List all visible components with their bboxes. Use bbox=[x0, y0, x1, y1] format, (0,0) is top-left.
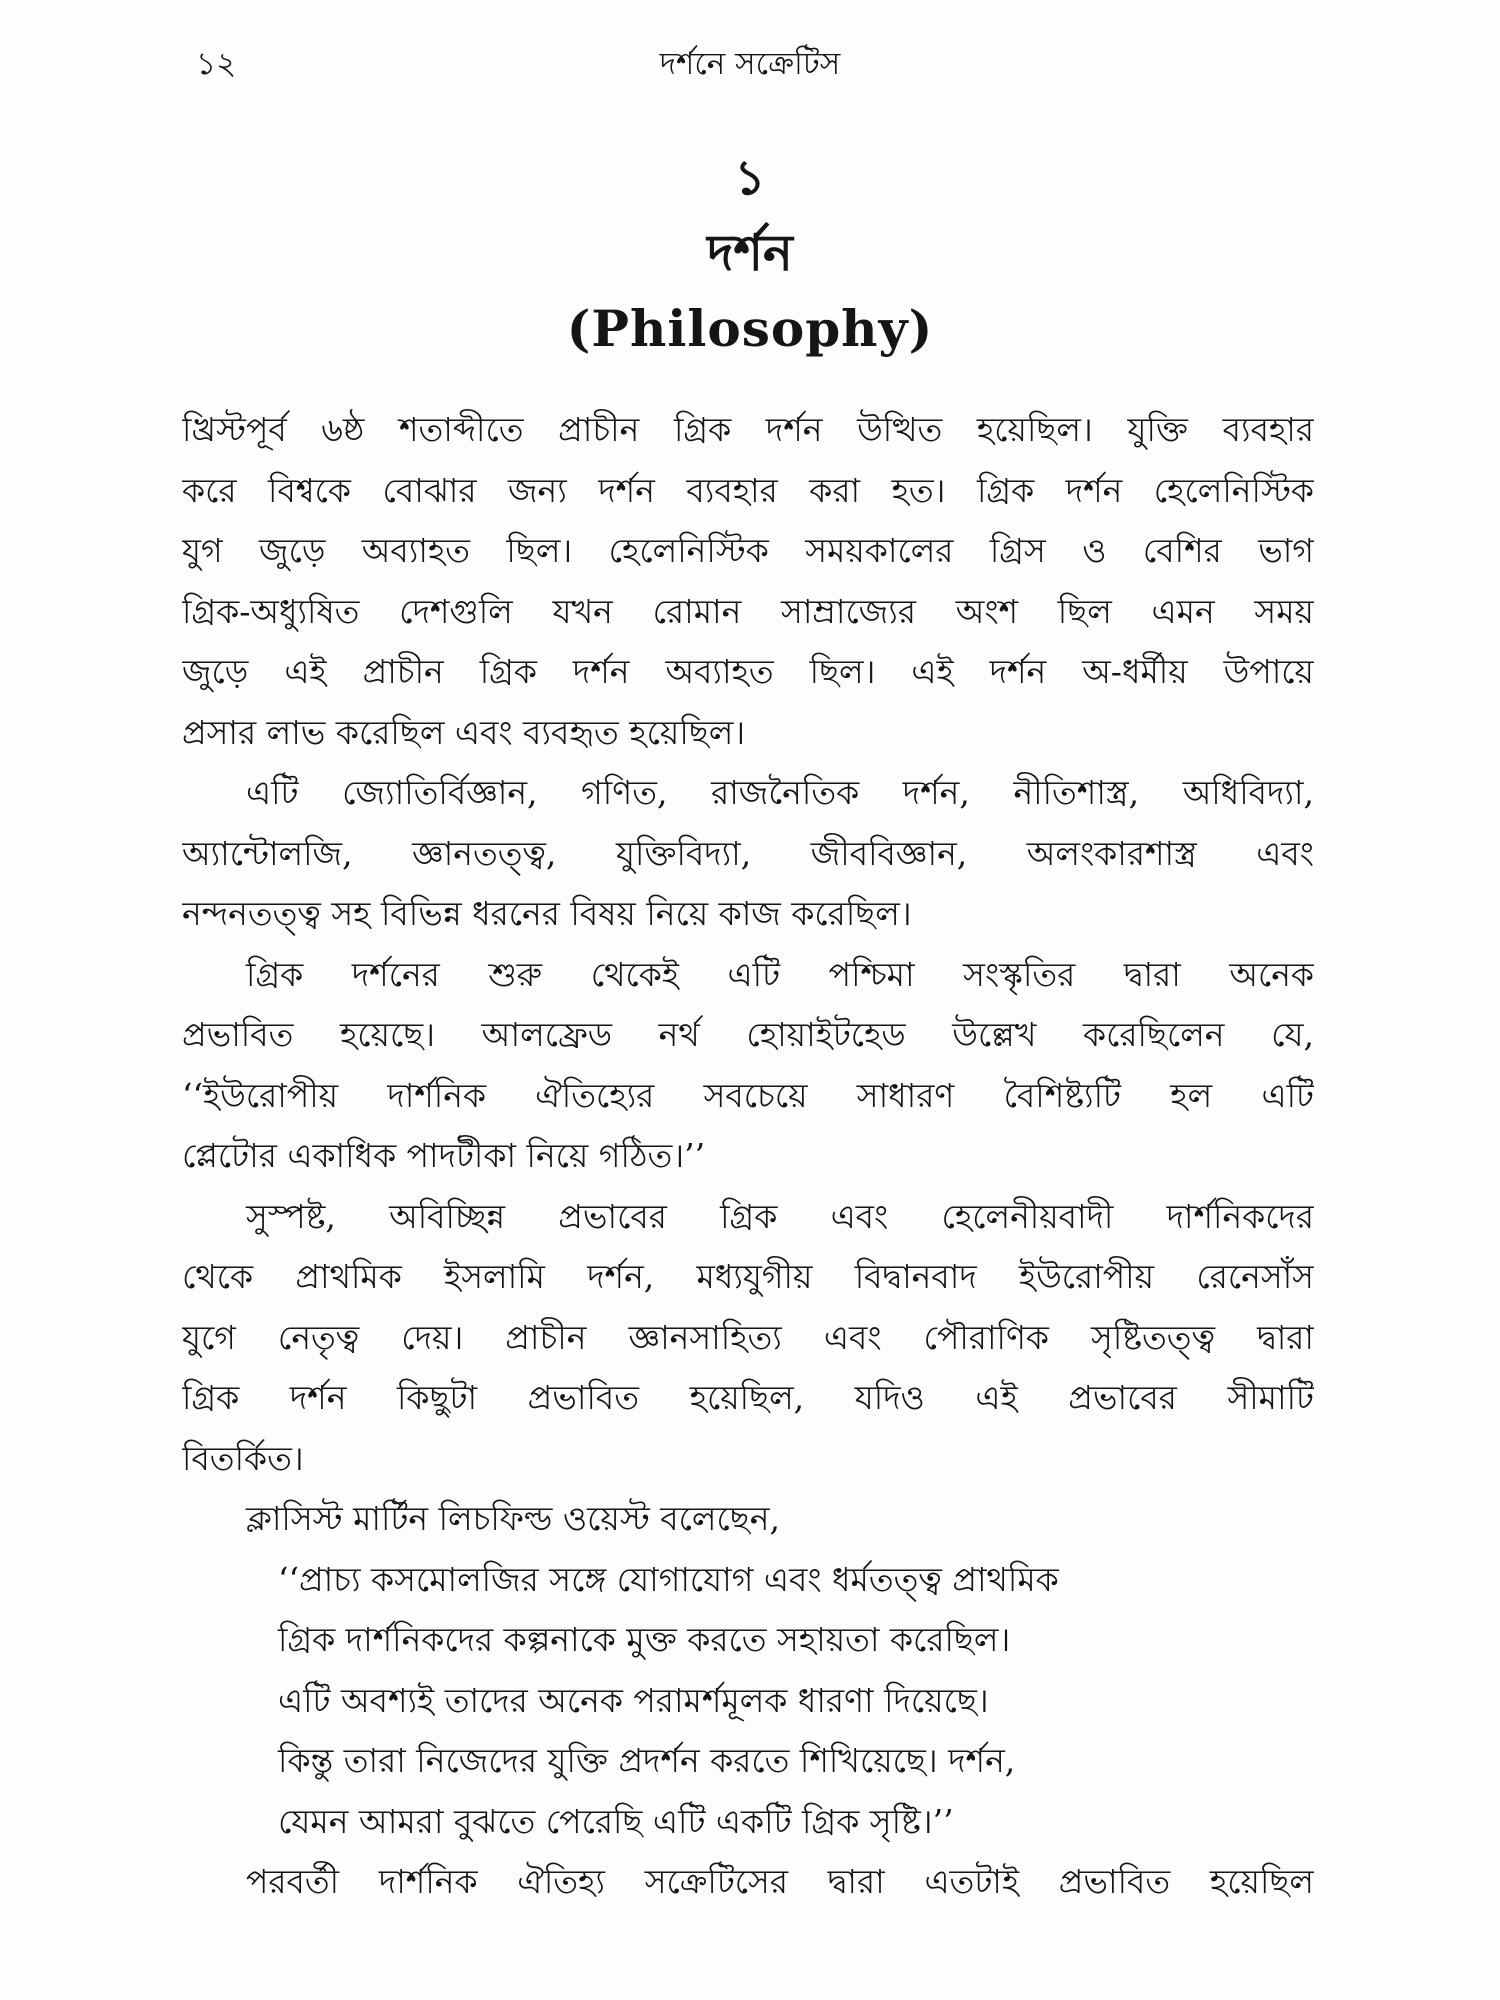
text-line: অ্যান্টোলজি, জ্ঞানতত্ত্ব, যুক্তিবিদ্যা, জীববিজ্ঞান, অলংকারশাস্ত্র এবং bbox=[182, 833, 1314, 873]
text-line: গ্রিক-অধ্যুষিত দেশগুলি যখন রোমান সাম্রাজ্যের অংশ ছিল এমন সময় bbox=[182, 591, 1314, 631]
chapter-number: ১ bbox=[734, 150, 766, 206]
quote-line: কিন্তু তারা নিজেদের যুক্তি প্রদর্শন করতে শিখিয়েছে। দর্শন, bbox=[278, 1741, 1016, 1780]
block-quote bbox=[182, 1550, 1314, 1853]
chapter-title: দর্শন bbox=[707, 223, 793, 282]
text-line: বিতর্কিত। bbox=[182, 1438, 304, 1478]
paragraph-2 bbox=[182, 763, 1314, 945]
chapter-subtitle: (Philosophy) bbox=[566, 299, 934, 358]
paragraph-5 bbox=[182, 1489, 1314, 1550]
text-line: প্রসার লাভ করেছিল এবং ব্যবহৃত হয়েছিল। bbox=[182, 712, 746, 752]
text-line: প্রভাবিত হয়েছে। আলফ্রেড নর্থ হোয়াইটহেড উল্লেখ করেছিলেন যে, bbox=[182, 1015, 1314, 1054]
text-line: নন্দনতত্ত্ব সহ বিভিন্ন ধরনের বিষয় নিয়ে কাজ করেছিল। bbox=[182, 894, 912, 933]
text-line: জুড়ে এই প্রাচীন গ্রিক দর্শন অব্যাহত ছিল। এই দর্শন অ-ধর্মীয় উপায়ে bbox=[182, 652, 1314, 691]
text-line: খ্রিস্টপূর্ব ৬ষ্ঠ শতাব্দীতে প্রাচীন গ্রিক দর্শন উত্থিত হয়েছিল। যুক্তি ব্যবহার bbox=[182, 410, 1314, 449]
text-line: করে বিশ্বকে বোঝার জন্য দর্শন ব্যবহার করা হত। গ্রিক দর্শন হেলেনিস্টিক bbox=[182, 470, 1314, 510]
quote-line: যেমন আমরা বুঝতে পেরেছি এটি একটি গ্রিক সৃষ্টি।’’ bbox=[278, 1801, 954, 1841]
paragraph-1 bbox=[182, 400, 1314, 763]
paragraph-3 bbox=[182, 945, 1314, 1187]
text-line: এটি জ্যোতির্বিজ্ঞান, গণিত, রাজনৈতিক দর্শন, নীতিশাস্ত্র, অধিবিদ্যা, bbox=[246, 773, 1314, 812]
text-line: গ্রিক দর্শনের শুরু থেকেই এটি পশ্চিমা সংস্কৃতির দ্বারা অনেক bbox=[246, 954, 1314, 994]
text-line: পরবর্তী দার্শনিক ঐতিহ্য সক্রেটিসের দ্বারা এতটাই প্রভাবিত হয়েছিল bbox=[246, 1862, 1314, 1901]
paragraph-4 bbox=[182, 1187, 1314, 1490]
quote-line: গ্রিক দার্শনিকদের কল্পনাকে মুক্ত করতে সহায়তা করেছিল। bbox=[278, 1620, 1011, 1659]
text-line: যুগে নেতৃত্ব দেয়। প্রাচীন জ্ঞানসাহিত্য এবং পৌরাণিক সৃষ্টিতত্ত্ব দ্বারা bbox=[182, 1317, 1314, 1357]
text-line: ‘‘ইউরোপীয় দার্শনিক ঐতিহ্যের সবচেয়ে সাধারণ বৈশিষ্ট্যটি হল এটি bbox=[182, 1075, 1314, 1115]
text-line: গ্রিক দর্শন কিছুটা প্রভাবিত হয়েছিল, যদিও এই প্রভাবের সীমাটি bbox=[182, 1378, 1314, 1417]
quote-line: ‘‘প্রাচ্য কসমোলজির সঙ্গে যোগাযোগ এবং ধর্মতত্ত্ব প্রাথমিক bbox=[278, 1559, 1059, 1599]
text-line: ক্লাসিস্ট মার্টিন লিচফিল্ড ওয়েস্ট বলেছেন, bbox=[246, 1499, 780, 1538]
text-line: যুগ জুড়ে অব্যাহত ছিল। হেলেনিস্টিক সময়কালের গ্রিস ও বেশির ভাগ bbox=[182, 531, 1314, 570]
quote-line: এটি অবশ্যই তাদের অনেক পরামর্শমূলক ধারণা দিয়েছে। bbox=[278, 1680, 989, 1720]
text-line: প্লেটোর একাধিক পাদটীকা নিয়ে গঠিত।’’ bbox=[182, 1136, 706, 1175]
text-line: থেকে প্রাথমিক ইসলামি দর্শন, মধ্যযুগীয় বিদ্বানবাদ ইউরোপীয় রেনেসাঁস bbox=[182, 1257, 1314, 1296]
body-text bbox=[182, 400, 1314, 1913]
page-number: ১২ bbox=[196, 46, 237, 82]
text-line: সুস্পষ্ট, অবিচ্ছিন্ন প্রভাবের গ্রিক এবং হেলেনীয়বাদী দার্শনিকদের bbox=[246, 1196, 1314, 1236]
running-title: দর্শনে সক্রেটিস bbox=[659, 46, 841, 82]
closing-paragraph bbox=[182, 1852, 1314, 1913]
